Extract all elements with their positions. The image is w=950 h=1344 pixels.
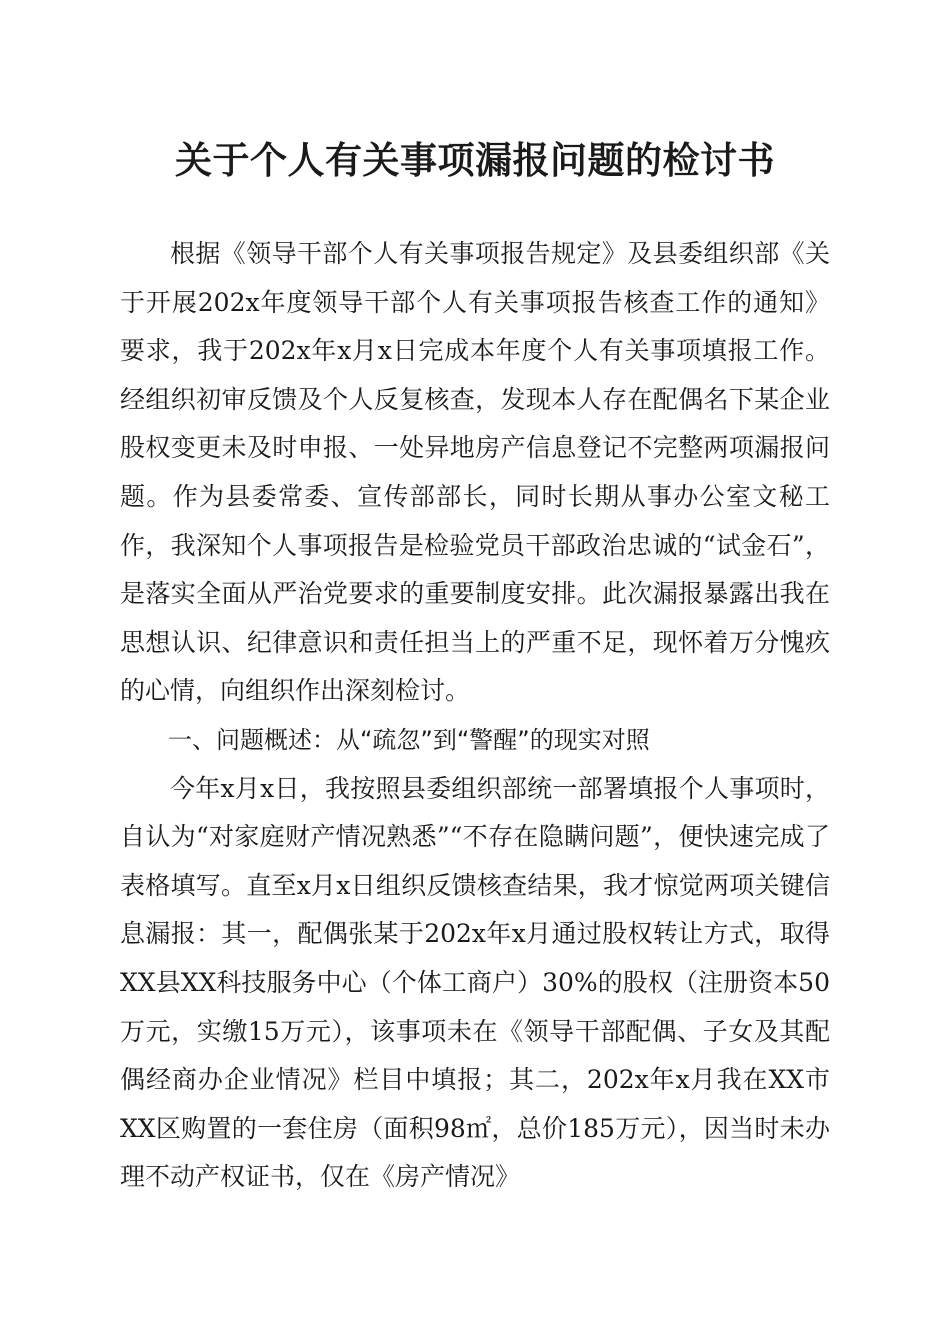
section-heading-1: 一、问题概述：从“疏忽”到“警醒”的现实对照 (168, 725, 650, 754)
paragraph-problem-overview: 今年x月x日，我按照县委组织部统一部署填报个人事项时，自认为“对家庭财产情况熟悉”“不存在隐瞒问题”，便快速完成了表格填写。直至x月x日组织反馈核查结果，我才惊觉两项关键信息漏报：其一，配偶张某于202x年x月通过股权转让方式，取得XX县XX科技服务中心（个体工商户）30%的股权（注册资本50万元，实缴15万元），该事项未在《领导干部配偶、子女及其配偶经商办企业情况》栏目中填报；其二，202x年x月我在XX市XX区购置的一套住房（面积98㎡，总价185万元），因当时未办理不动产权证书，仅在《房产情况》 (120, 773, 830, 1192)
paragraph-intro: 根据《领导干部个人有关事项报告规定》及县委组织部《关于开展202x年度领导干部个人有关事项报告核查工作的通知》要求，我于202x年x月x日完成本年度个人有关事项填报工作。经组织初审反馈及个人反复核查，发现本人存在配偶名下某企业股权变更未及时申报、一处异地房产信息登记不完整两项漏报问题。作为县委常委、宣传部部长，同时长期从事办公室文秘工作，我深知个人事项报告是检验党员干部政治忠诚的“试金石”，是落实全面从严治党要求的重要制度安排。此次漏报暴露出我在思想认识、纪律意识和责任担当上的严重不足，现怀着万分愧疚的心情，向组织作出深刻检讨。 (120, 239, 830, 706)
document-body (120, 230, 830, 1202)
document-title: 关于个人有关事项漏报问题的检讨书 (175, 138, 775, 182)
